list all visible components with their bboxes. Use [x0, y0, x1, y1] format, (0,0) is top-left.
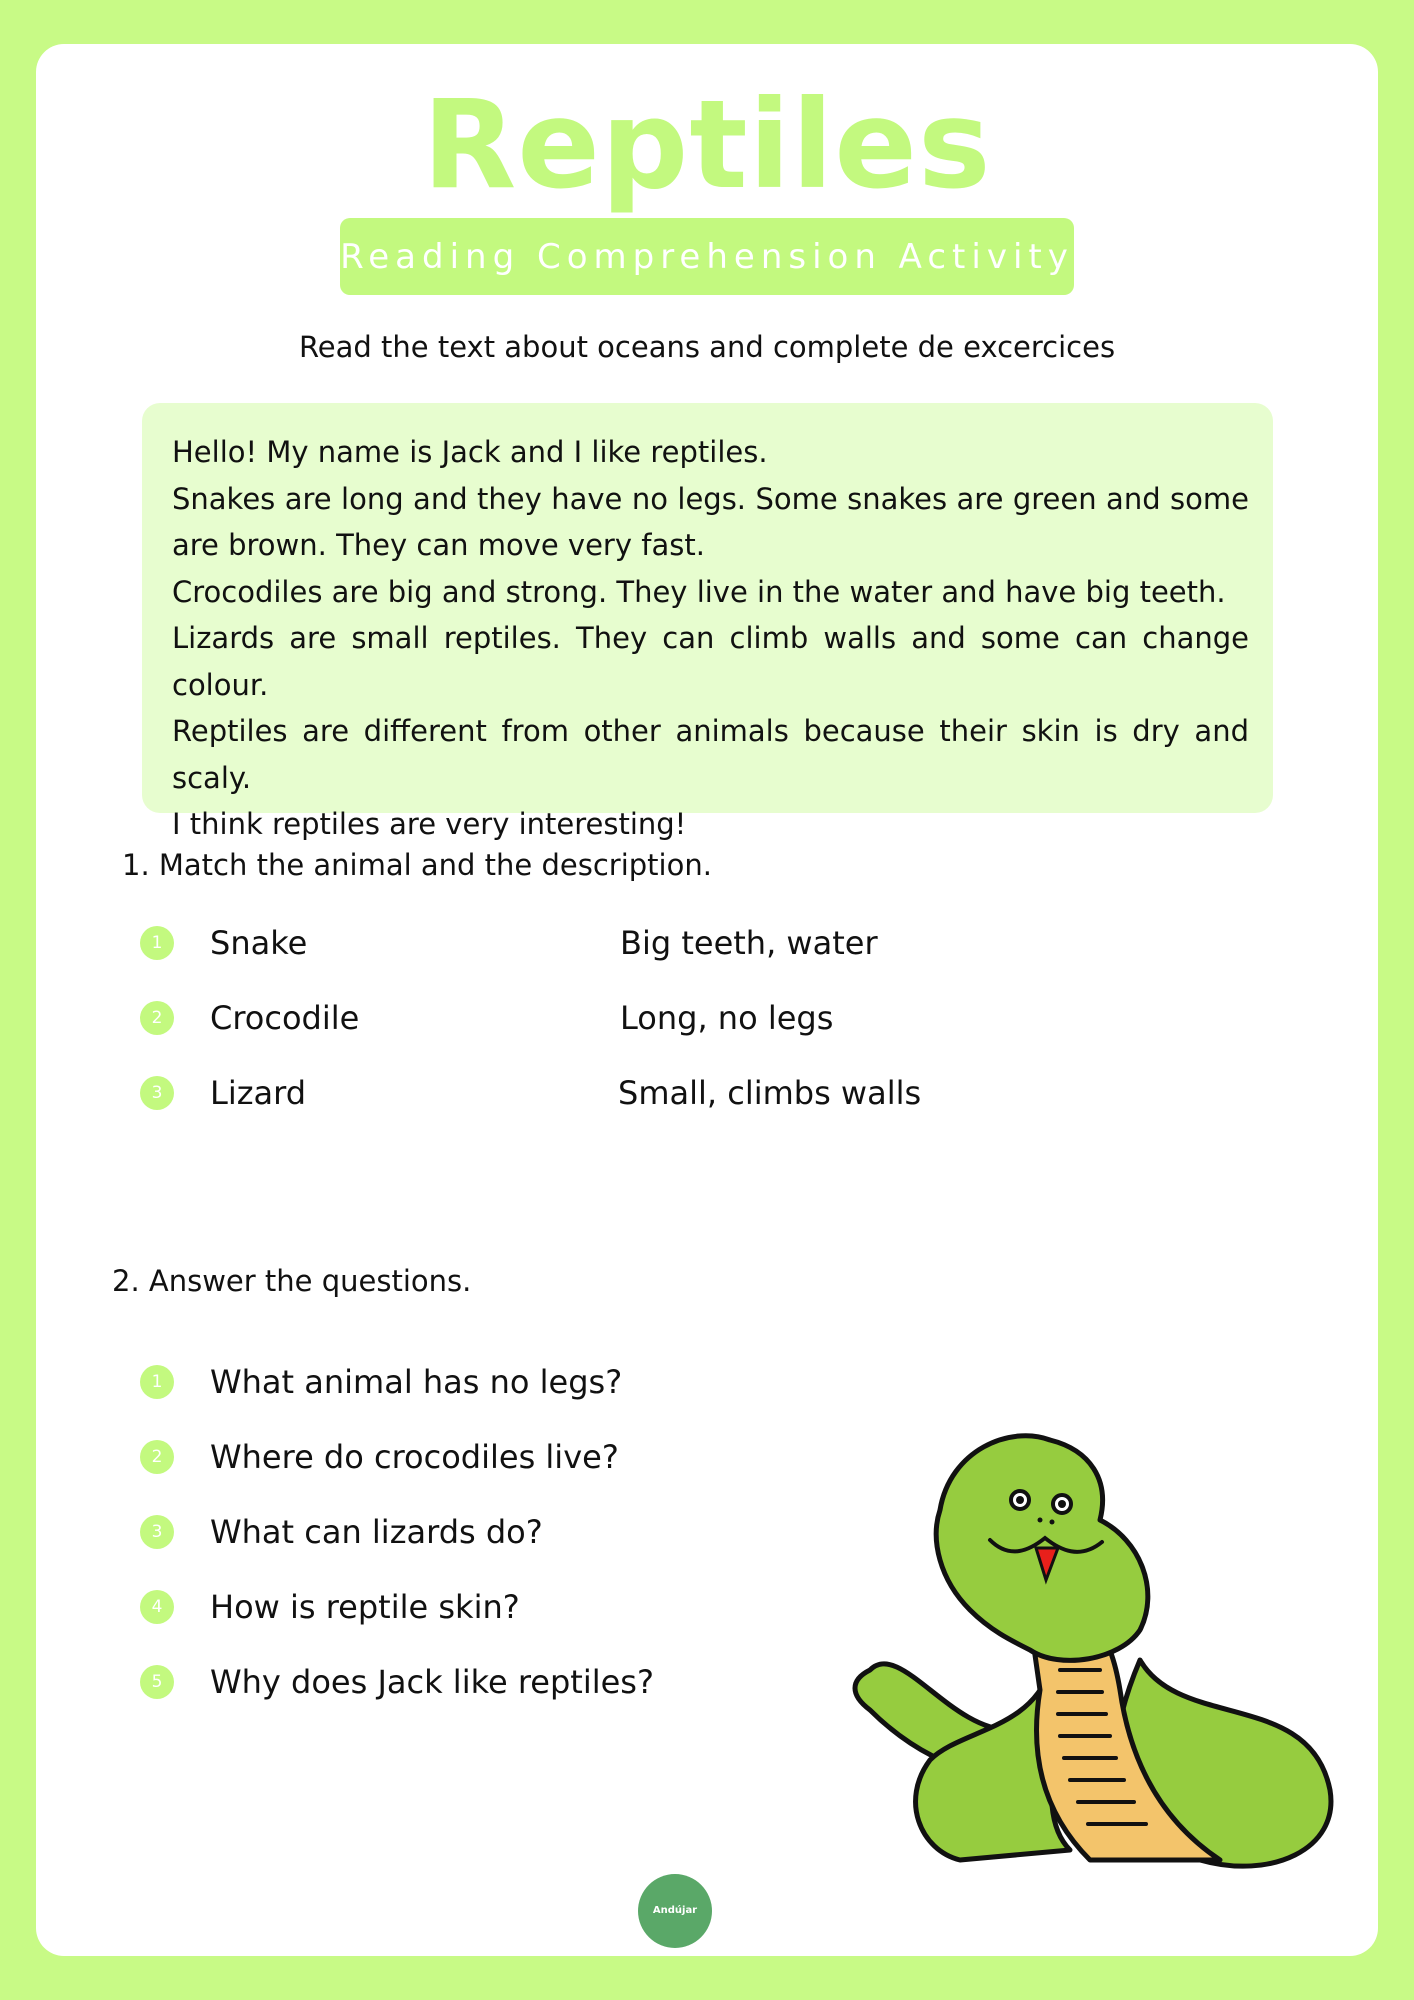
number-bullet: 2 [140, 1001, 174, 1035]
animal-label: Crocodile [210, 999, 360, 1037]
snake-illustration [840, 1430, 1350, 1880]
story-line: I think reptiles are very interesting! [172, 807, 687, 841]
question-item [140, 1587, 520, 1627]
brand-logo [638, 1874, 712, 1948]
animal-label: Snake [210, 924, 308, 962]
question-item [140, 1512, 543, 1552]
match-item [140, 998, 359, 1038]
question-item [140, 1437, 619, 1477]
instruction-text: Read the text about oceans and complete de excercices [298, 330, 1116, 364]
question-item [140, 1362, 622, 1402]
question-text: Where do crocodiles live? [210, 1438, 619, 1476]
description-label: Small, climbs walls [618, 1074, 922, 1112]
page-title: Reptiles [422, 74, 992, 216]
description-label: Big teeth, water [620, 924, 878, 962]
story-line: Lizards are small reptiles. They can climb walls and some can change colour. [172, 621, 1249, 702]
question-text: How is reptile skin? [210, 1588, 520, 1626]
story-line: Hello! My name is Jack and I like reptiles. [172, 435, 768, 469]
question-text: What can lizards do? [210, 1513, 543, 1551]
question-text: Why does Jack like reptiles? [210, 1663, 654, 1701]
story-line: Snakes are long and they have no legs. Some snakes are green and some are brown. They can move very fast. [172, 481, 1249, 562]
description-label: Long, no legs [620, 999, 834, 1037]
number-bullet: 4 [140, 1590, 174, 1624]
match-item [140, 923, 307, 963]
subtitle-banner [340, 218, 1074, 295]
number-bullet: 3 [140, 1076, 174, 1110]
number-bullet: 1 [140, 1365, 174, 1399]
number-bullet: 1 [140, 926, 174, 960]
logo-text: Andújar [652, 1905, 698, 1916]
number-bullet: 3 [140, 1515, 174, 1549]
animal-label: Lizard [210, 1074, 307, 1112]
story-line: Crocodiles are big and strong. They live in the water and have big teeth. [172, 574, 1226, 609]
exercise-1-title: 1. Match the animal and the description. [122, 848, 712, 882]
number-bullet: 5 [140, 1665, 174, 1699]
exercise-2-title: 2. Answer the questions. [112, 1264, 472, 1298]
question-text: What animal has no legs? [210, 1363, 623, 1401]
story-box [142, 403, 1273, 841]
match-item [140, 1073, 306, 1113]
story-line: Reptiles are different from other animals because their skin is dry and scaly. [172, 714, 1249, 795]
number-bullet: 2 [140, 1440, 174, 1474]
question-item [140, 1662, 654, 1702]
subtitle-text: Reading Comprehension Activity [340, 236, 1074, 277]
